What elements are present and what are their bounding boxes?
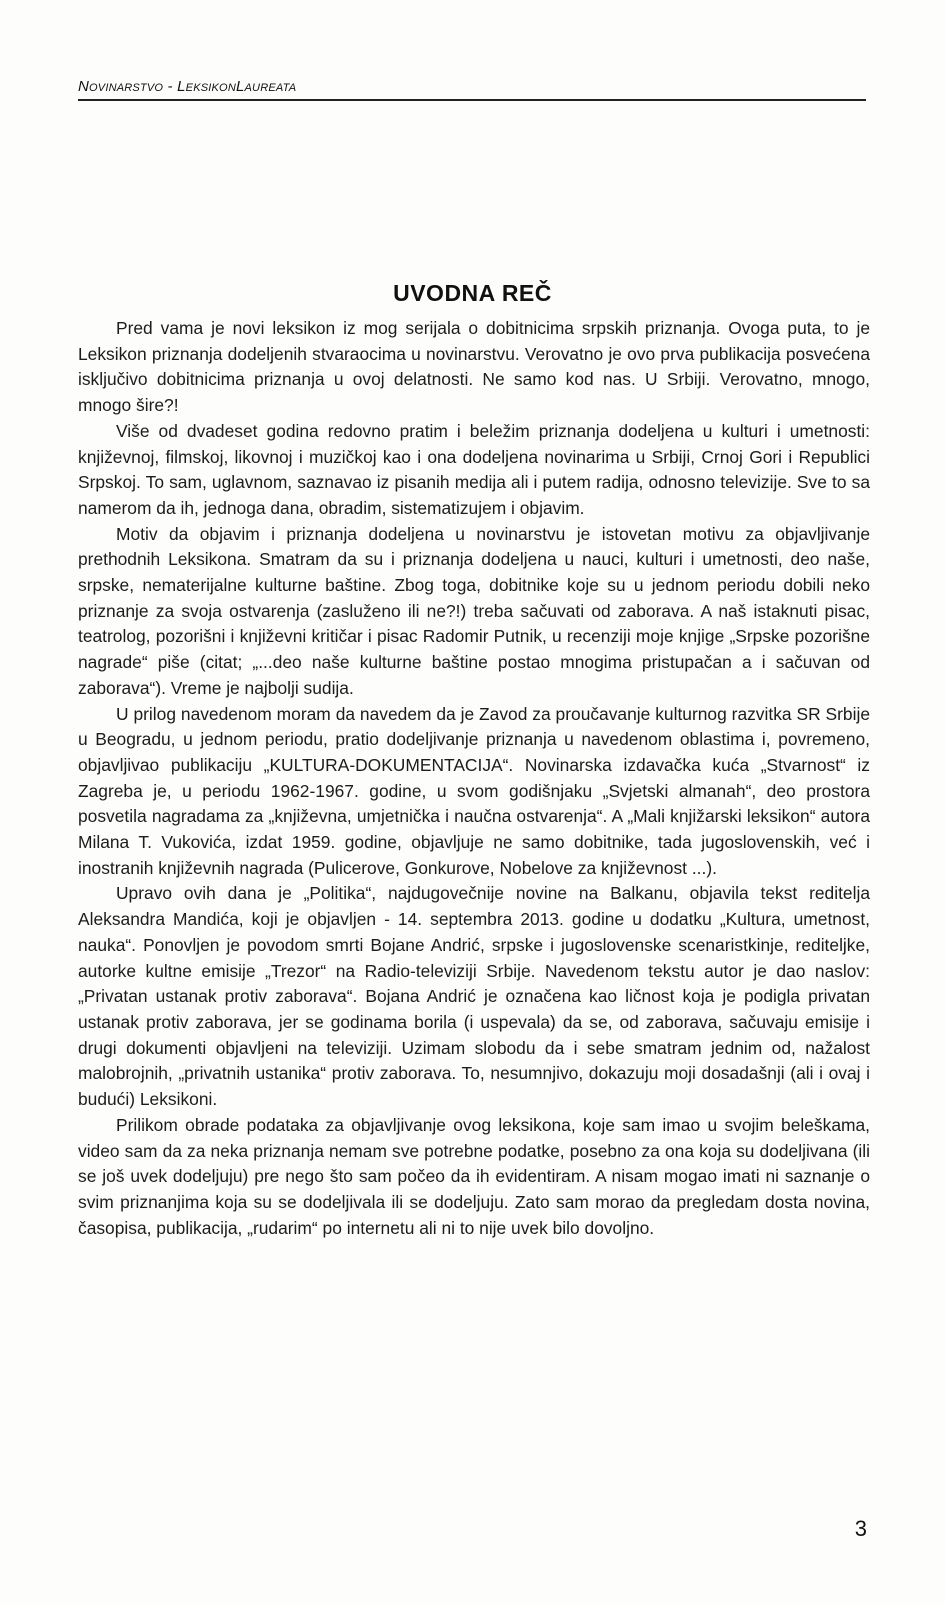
paragraph: Pred vama je novi leksikon iz mog serijala o dobitnicima srpskih priznanja. Ovoga puta, to je Leksikon priznanja dodeljenih stvaraocima u novinarstvu. Verovatno je ovo prva publikacija posvećena isključivo dobitnicima priznanja u ovoj delatnosti. Ne samo kod nas. U Srbiji. Verovatno, mnogo, mnogo šire?! <box>78 318 870 416</box>
header-word-3: aureata <box>244 78 297 95</box>
header-initial-1: N <box>78 78 90 95</box>
paragraph: Prilikom obrade podataka za objavljivanje ovog leksikona, koje sam imao u svojim beleškama, video sam da za neka priznanja nemam sve potrebne podatke, posebno za ona koja su dodeljivana (ili se još uvek dodeljuju) pre nego što sam počeo da ih evidentiram. A nisam mogao imati ni saznanje o svim priznanjima koja su se dodeljivala ili se dodeljuju. Zato sam morao da pregledam dosta novina, časopisa, publikacija, „rudarim“ po internetu ali ni to nije uvek bilo dovoljno. <box>78 1114 870 1238</box>
paragraph: Upravo ovih dana je „Politika“, najdugovečnije novine na Balkanu, objavila tekst reditelja Aleksandra Mandića, koji je objavljen - 14. septembra 2013. godine u dodatku „Kultura, umetnost, nauka“. Ponovljen je povodom smrti Bojane Andrić, srpske i jugoslovenske scenaristkinje, rediteljke, autorke kultne emisije „Trezor“ na Radio-televiziji Srbije. Navedenom tekstu autor je dao naslov: „Privatan ustanak protiv zaborava“. Bojana Andrić je označena kao ličnost koja je podigla privatan ustanak protiv zaborava, jer se godinama borila (i uspevala) da se, od zaborava, sačuvaju emisije i drugi dokumenti objavljeni na televiziji. Uzimam slobodu da i sebe smatram jednim od, nažalost malobrojnih, „privatnih ustanika“ protiv zaborava. To, nesumnjivo, dokazuju moji dosadašnji (ali i ovaj i budući) Leksikoni. <box>78 883 870 1110</box>
header-word-1: ovinarstvo <box>89 78 164 95</box>
page-title: UVODNA REČ <box>393 280 552 306</box>
paragraph: Više od dvadeset godina redovno pratim i beležim priznanja dodeljena u kulturi i umetnosti: književnoj, filmskoj, likovnoj i muzičkoj kao i ona dodeljena novinarima u Srbiji, Crnoj Gori i Republici Srpskoj. To sam, uglavnom, saznavao iz pisanih medija ali i putem radija, odnosno televizije. Sve to sa namerom da ih, jednoga dana, obradim, sistematizujem i objavim. <box>78 420 870 518</box>
body-text <box>78 316 870 1241</box>
paragraph: U prilog navedenom moram da navedem da je Zavod za proučavanje kulturnog razvitka SR Srbije u Beogradu, u jednom periodu, pratio dodeljivanje priznanja u navedenom oblastima i, povremeno, objavljivao publikaciju „KULTURA-DOKUMENTACIJA“. Novinarska izdavačka kuća „Stvarnost“ iz Zagreba je, u periodu 1962-1967. godine, u svom godišnjaku „Svjetski almanah“, deo prostora posvetila nagradama za „književna, umjetnička i naučna ostvarenja“. A „Mali knjižarski leksikon“ autora Milana T. Vukovića, izdat 1959. godine, objavljuje ne samo dobitnike, tada jugoslovenskih, već i inostranih književnih nagrada (Pulicerove, Gonkurove, Nobelove za književnost ...). <box>78 703 870 878</box>
header-rule <box>78 99 866 101</box>
header-separator: - <box>163 78 178 95</box>
running-header <box>78 78 868 95</box>
header-initial-2: L <box>177 78 186 95</box>
header-word-2: eksikon <box>185 78 236 95</box>
paragraph: Motiv da objavim i priznanja dodeljena u novinarstvu je istovetan motivu za objavljivanje prethodnih Leksikona. Smatram da su i priznanja dodeljena u nauci, kulturi i umetnosti, deo naše, srpske, nematerijalne kulturne baštine. Zbog toga, dobitnike koje su u jednom periodu dobili neko priznanje za svoja ostvarenja (zasluženo ili ne?!) treba sačuvati od zaborava. A naš istaknuti pisac, teatrolog, pozorišni i književni kritičar i pisac Radomir Putnik, u recenziji moje knjige „Srpske pozorišne nagrade“ piše (citat; „...deo naše kulturne baštine postao mnogima pristupačan a i sačuvan od zaborava“). Vreme je najbolji sudija. <box>78 523 870 698</box>
header-initial-3: L <box>235 78 245 95</box>
page-number: 3 <box>854 1516 867 1541</box>
